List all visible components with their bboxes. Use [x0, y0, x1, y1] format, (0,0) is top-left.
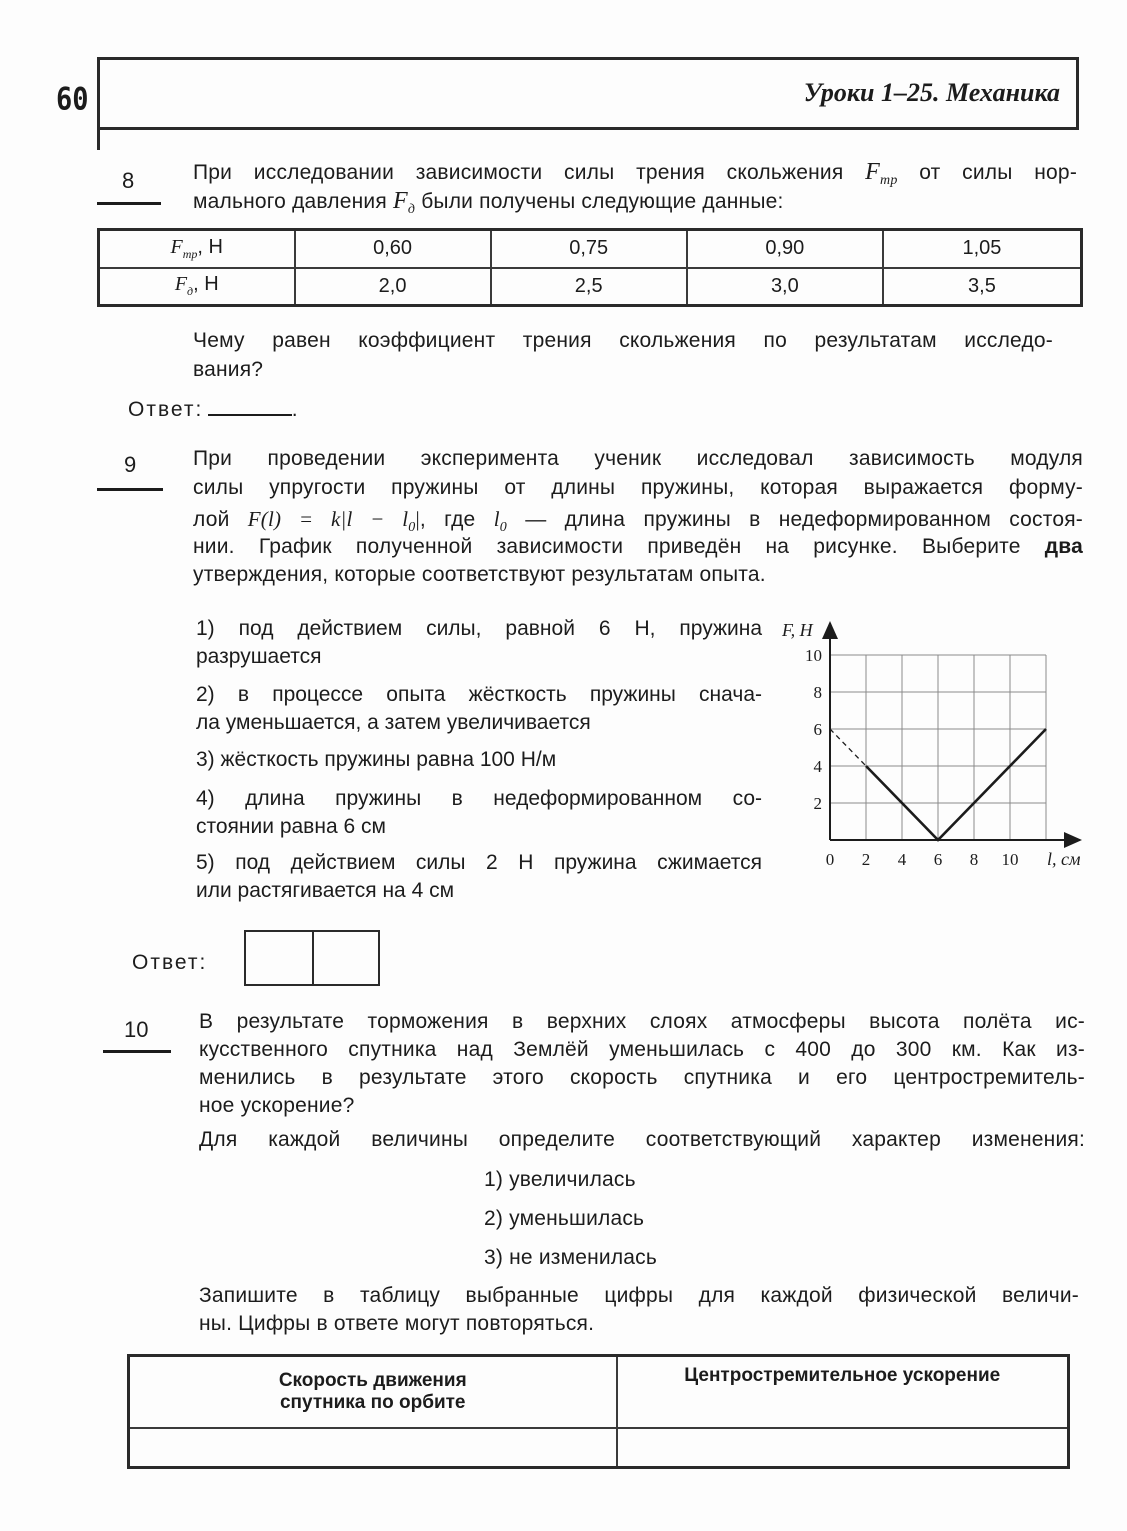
answer-label: Ответ: — [128, 398, 204, 421]
task-10-text-line-2: кусственного спутника над Землёй уменьшилась с 400 до 300 км. Как из- — [199, 1038, 1085, 1061]
task-8-number: 8 — [122, 168, 135, 193]
table-cell: 0,60 — [295, 230, 491, 268]
chart-grid — [830, 655, 1046, 840]
table-cell: 3,0 — [687, 268, 883, 306]
task-10-answer-table — [127, 1354, 1070, 1469]
task-10-text-line-5: Запишите в таблицу выбранные цифры для каждой физической величи- — [199, 1284, 1079, 1307]
task-10-number-line — [103, 1050, 171, 1053]
x-tick-label: 10 — [1001, 850, 1019, 869]
task-9-text-line-4: нии. График полученной зависимости приведён на рисунке. Выберите два — [193, 535, 1083, 558]
x-tick-label: 8 — [969, 850, 979, 869]
task-10-choice-3: 3) не изменилась — [484, 1246, 657, 1269]
spring-force-chart — [770, 610, 1100, 880]
task-9-text-line-1: При проведении эксперимента ученик исследовал зависимость модуля — [193, 447, 1083, 470]
y-tick-label: 8 — [813, 683, 822, 702]
task-9-option-3: 3) жёсткость пружины равна 100 Н/м — [196, 748, 557, 771]
task-10-text-line-1: В результате торможения в верхних слоях атмосферы высота полёта ис- — [199, 1010, 1085, 1033]
answer-cell-1[interactable] — [246, 932, 312, 984]
page-number: 60 — [56, 81, 89, 118]
x-tick-label: 4 — [897, 850, 907, 869]
header-title: Уроки 1–25. Механика — [803, 78, 1060, 107]
table-row — [99, 230, 1082, 268]
y-tick-label: 10 — [805, 646, 822, 665]
task-8-answer: Ответ: . — [128, 398, 300, 421]
table-cell: 1,05 — [883, 230, 1082, 268]
task-8-text-line-2: мального давления $F_д$ были получены следующие данные: — [193, 188, 784, 217]
table-cell: 0,75 — [491, 230, 687, 268]
task-8-question-line-1: Чему равен коэффициент трения скольжения по результатам исследо- — [193, 329, 1053, 352]
task-10-instruction: Для каждой величины определите соответствующий характер изменения: — [199, 1128, 1085, 1151]
task-9-option-4: 4) длина пружины в недеформированном со- стоянии равна 6 см — [196, 787, 762, 838]
table-cell: 3,5 — [883, 268, 1082, 306]
x-tick-label: 0 — [825, 850, 835, 869]
column-header-orbital-speed: Скорость движения спутника по орбите — [129, 1356, 617, 1428]
task-9-option-2: 2) в процессе опыта жёсткость пружины снача- ла уменьшается, а затем увеличивается — [196, 683, 762, 734]
table-cell: 2,0 — [295, 268, 491, 306]
series-line-dashed — [830, 729, 866, 766]
table-answer-row — [129, 1428, 1069, 1468]
task-9-number: 9 — [124, 452, 137, 477]
row-header-friction-force: $F_{тр}$, Н — [99, 230, 295, 268]
answer-cell-acceleration[interactable] — [617, 1428, 1069, 1468]
table-cell: 0,90 — [687, 230, 883, 268]
task-9-text-line-2: силы упругости пружины от длины пружины, которая выражается форму- — [193, 476, 1083, 499]
spring-formula: F(l) = k|l − l — [247, 507, 409, 531]
task-9-number-line — [97, 488, 163, 491]
column-header-centripetal-acceleration: Центростремительное ускорение — [617, 1356, 1069, 1428]
task-9-option-5: 5) под действием силы 2 Н пружина сжимается или растягивается на 4 см — [196, 851, 762, 902]
table-cell: 2,5 — [491, 268, 687, 306]
task-10-number: 10 — [124, 1017, 149, 1042]
answer-cell-speed[interactable] — [129, 1428, 617, 1468]
page-header — [97, 57, 1079, 130]
y-tick-label: 2 — [813, 794, 822, 813]
task-10-choice-2: 2) уменьшилась — [484, 1207, 645, 1230]
task-8-question-line-2: вания? — [193, 358, 264, 381]
x-axis-label: l, см — [1047, 849, 1081, 869]
y-tick-labels — [805, 646, 823, 813]
task-9-option-1: 1) под действием силы, равной 6 Н, пружина разрушается — [196, 617, 762, 668]
answer-cell-2[interactable] — [312, 932, 378, 984]
task-9-text-line-5: утверждения, которые соответствуют результатам опыта. — [193, 563, 766, 586]
task-9-answer-label: Ответ: — [132, 951, 208, 974]
task-10-choice-1: 1) увеличилась — [484, 1168, 636, 1191]
y-tick-label: 6 — [813, 720, 822, 739]
task-8-data-table — [97, 228, 1083, 307]
x-tick-label: 2 — [861, 850, 871, 869]
task-9-text-line-3: лой $F(l) = k|l - l_0|$, где $l_0$ — длина пружины в недеформированном состоя- — [193, 507, 1083, 535]
task-9-answer-boxes — [244, 930, 380, 986]
task-10-text-line-3: менились в результате этого скорость спутника и его центростремитель- — [199, 1066, 1085, 1089]
task-10-text-line-6: ны. Цифры в ответе могут повторяться. — [199, 1312, 595, 1335]
header-divider — [97, 128, 100, 150]
task-8-text-line-1: При исследовании зависимости силы трения скольжения $F_{тр}$ от силы нор- — [193, 159, 1078, 188]
answer-blank[interactable] — [208, 398, 292, 416]
table-header-row — [129, 1356, 1069, 1428]
task-10-text-line-4: ное ускорение? — [199, 1094, 355, 1117]
x-tick-label: 6 — [933, 850, 943, 869]
row-header-normal-force: $F_д$, Н — [99, 268, 295, 306]
series-line-solid — [866, 729, 1046, 840]
x-tick-labels — [826, 850, 1019, 869]
y-axis-label: F, Н — [782, 620, 813, 640]
table-row — [99, 268, 1082, 306]
task-8-number-line — [97, 202, 161, 205]
y-tick-label: 4 — [813, 757, 822, 776]
